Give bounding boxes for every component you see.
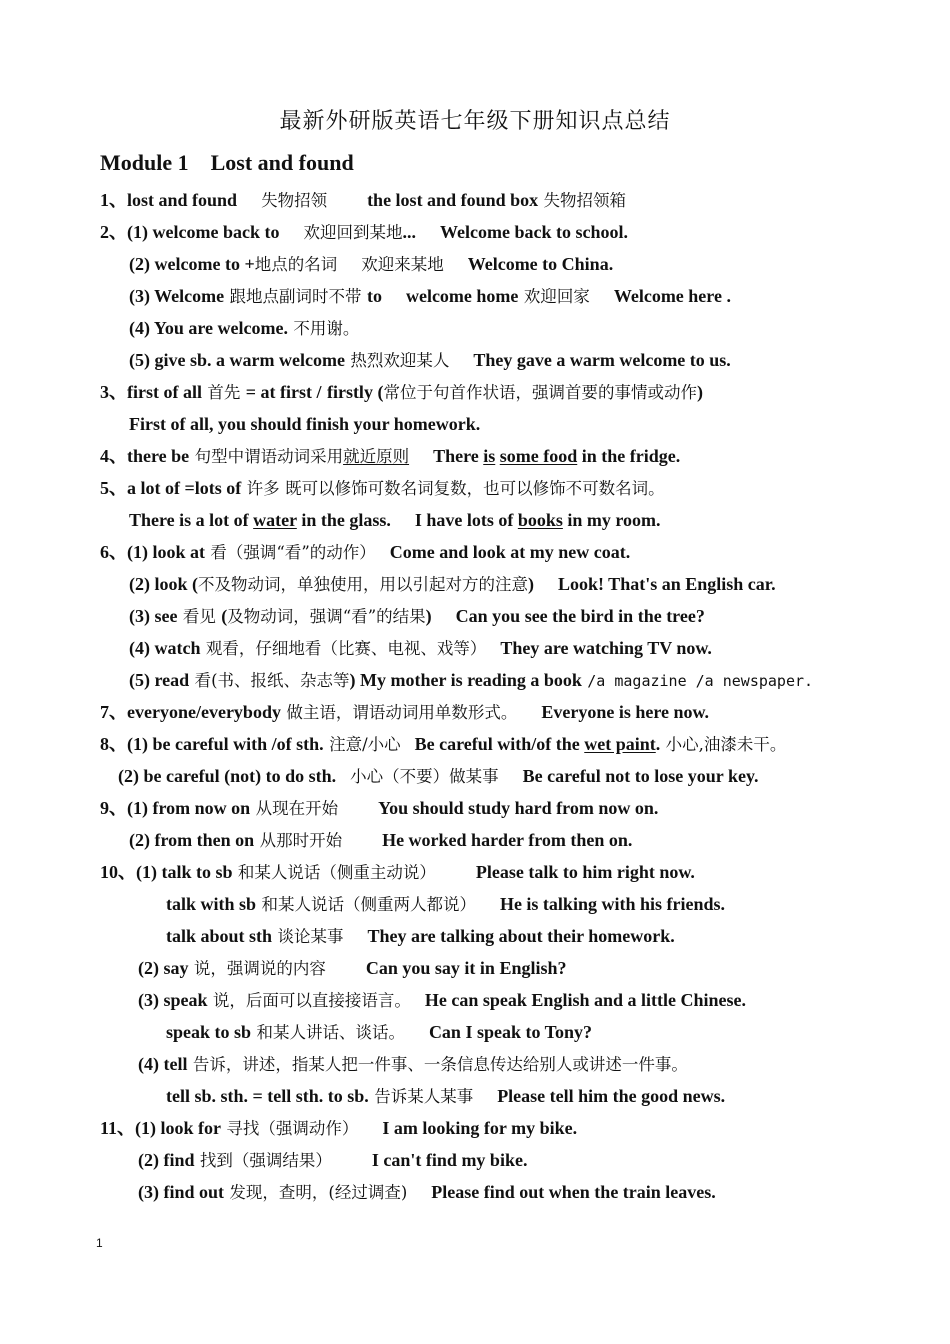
item-6-4: (4) watch 观看，仔细地看（比赛、电视、戏等） They are watching TV now. [129,638,712,658]
page-number: 1 [96,1236,103,1250]
item-9-2: (2) from then on 从那时开始 He worked harder from then on. [129,830,633,850]
item-2-5: (5) give sb. a warm welcome 热烈欢迎某人 They gave a warm welcome to us. [129,350,731,370]
item-6-2: (2) look (不及物动词，单独使用，用以引起对方的注意) Look! That's an English car. [129,574,776,594]
item-3: 3、first of all 首先 = at first / firstly (常位于句首作状语，强调首要的事情或动作) [100,382,703,402]
item-11-3: (3) find out 发现，查明，(经过调查) Please find out when the train leaves. [138,1182,716,1202]
item-9: 9、(1) from now on 从现在开始 You should study hard from now on. [100,798,659,818]
item-10: 10、(1) talk to sb 和某人说话（侧重主动说） Please talk to him right now. [100,862,695,882]
item-4: 4、there be 句型中谓语动词采用就近原则 There is some food in the fridge. [100,446,681,466]
item-6-3: (3) see 看见 (及物动词，强调“看”的结果) Can you see the bird in the tree? [129,606,705,626]
item-11: 11、(1) look for 寻找（强调动作） I am looking for my bike. [100,1118,578,1138]
module-heading: Module 1 Lost and found [100,150,354,175]
item-5-example: There is a lot of water in the glass. I have lots of books in my room. [129,510,661,530]
item-3-example: First of all, you should finish your homework. [129,414,481,434]
item-1: 1、lost and found 失物招领 the lost and found box 失物招领箱 [100,190,627,210]
item-10-4: (4) tell 告诉，讲述，指某人把一件事、一条信息传达给别人或讲述一件事。 [138,1054,688,1074]
item-2: 2、(1) welcome back to 欢迎回到某地... Welcome back to school. [100,222,628,242]
item-8: 8、(1) be careful with /of sth. 注意/小心 Be careful with/of the wet paint. 小心,油漆未干。 [100,734,787,754]
item-10-3: (3) speak 说，后面可以直接接语言。 He can speak English and a little Chinese. [138,990,746,1010]
item-2-3: (3) Welcome 跟地点副词时不带 to welcome home 欢迎回家 Welcome here . [129,286,731,306]
item-5: 5、a lot of =lots of 许多 既可以修饰可数名词复数，也可以修饰不可数名词。 [100,478,665,498]
item-2-4: (4) You are welcome. 不用谢。 [129,318,360,338]
item-10-speak-to: speak to sb 和某人讲话、谈话。 Can I speak to Tony? [166,1022,593,1042]
item-2-2: (2) welcome to +地点的名词 欢迎来某地 Welcome to China. [129,254,614,274]
item-6-5: (5) read 看(书、报纸、杂志等) My mother is reading a book /a magazine /a newspaper. [129,670,814,690]
page-title: 最新外研版英语七年级下册知识点总结 [279,109,671,134]
item-8-2: (2) be careful (not) to do sth. 小心（不要）做某事 Be careful not to lose your key. [118,766,759,786]
item-11-2: (2) find 找到（强调结果） I can't find my bike. [138,1150,528,1170]
item-10-talk-about: talk about sth 谈论某事 They are talking about their homework. [166,926,675,946]
item-10-2: (2) say 说，强调说的内容 Can you say it in English? [138,958,567,978]
item-10-tell: tell sb. sth. = tell sth. to sb. 告诉某人某事 Please tell him the good news. [166,1086,726,1106]
item-7: 7、everyone/everybody 做主语，谓语动词用单数形式。 Everyone is here now. [100,702,710,722]
item-6: 6、(1) look at 看（强调“看”的动作） Come and look at my new coat. [100,542,631,562]
item-10-talk-with: talk with sb 和某人说话（侧重两人都说） He is talking with his friends. [166,894,725,914]
